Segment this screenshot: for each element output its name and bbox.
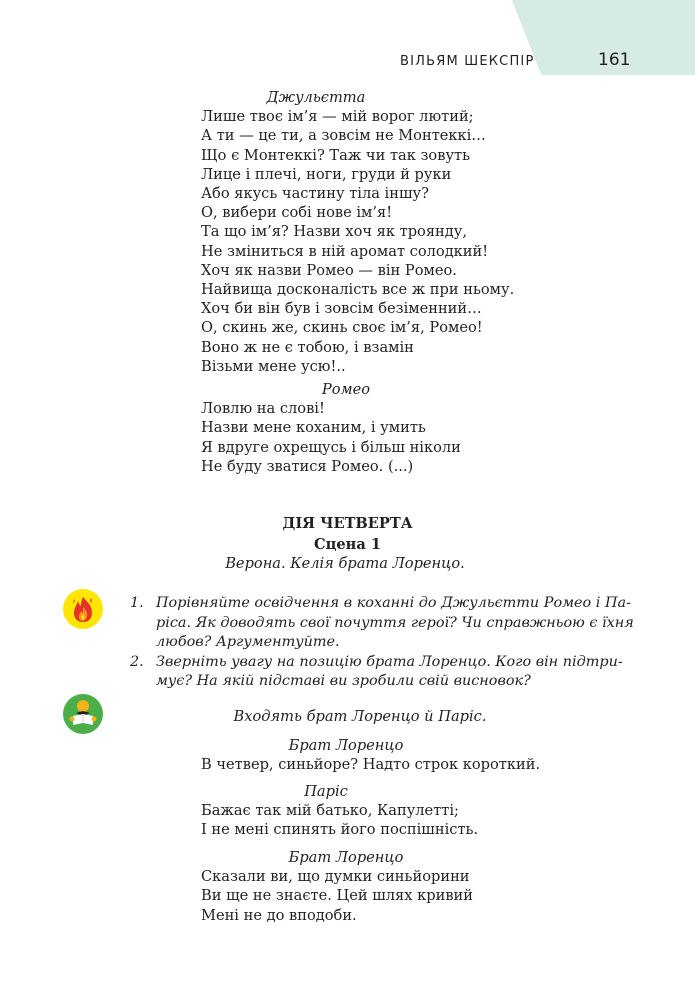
speech: [201, 736, 540, 774]
verse-line: Ловлю на слові!: [201, 400, 325, 418]
verse-line: О, вибери собі нове ім’я!: [201, 204, 393, 222]
verse-line: Ви ще не знаєте. Цей шлях кривий: [201, 887, 473, 905]
question-number: 1.: [130, 595, 144, 611]
verse-line: Лице і плечі, ноги, груди й руки: [201, 165, 452, 183]
speaker-name: Ромео: [321, 381, 371, 398]
verse-line: І не мені спинять його поспішність.: [201, 821, 479, 839]
verse-line: Сказали ви, що думки синьйорини: [201, 868, 470, 886]
speaker-name: Брат Лоренцо: [288, 849, 404, 866]
romeo-speech: [201, 380, 491, 476]
question-line: любов? Аргументуйте.: [156, 634, 340, 650]
stage-direction: Входять брат Лоренцо й Паріс.: [233, 708, 487, 725]
speaker-name: Джульєтта: [266, 89, 366, 106]
question-item: [130, 594, 650, 653]
verse-line: Хоч би він був і зовсім безіменний…: [201, 300, 482, 318]
scene-place: Верона. Келія брата Лоренцо.: [225, 555, 465, 572]
verse-line: А ти — це ти, а зовсім не Монтеккі…: [201, 127, 486, 145]
verse-line: Мені не до вподоби.: [201, 906, 357, 924]
speech: [201, 848, 491, 925]
scene-title: Сцена 1: [313, 536, 382, 553]
verse-line: Воно ж не є тобою, і взамін: [201, 338, 414, 356]
verse-line: Що є Монтеккі? Таж чи так зовуть: [201, 146, 471, 164]
verse-line: Або якусь частину тіла іншу?: [201, 185, 429, 203]
question-line: Порівняйте освідчення в коханні до Джульєтти Ромео і Па-: [156, 595, 631, 611]
verse-line: Візьми мене усю!..: [201, 357, 346, 375]
verse-line: В четвер, синьйоре? Надто строк короткий.: [201, 756, 541, 774]
question-line: Зверніть увагу на позицію брата Лоренцо. Кого він підтри-: [156, 653, 623, 670]
verse-line: Хоч як назви Ромео — він Ромео.: [201, 261, 457, 279]
verse-line: Найвища досконалість все ж при ньому.: [201, 281, 515, 299]
verse-line: Не буду зватися Ромео. (...): [201, 457, 414, 475]
speaker-name: Брат Лоренцо: [288, 737, 404, 754]
question-line: мує? На якій підставі ви зробили свій висновок?: [156, 673, 531, 689]
page-number: 161: [598, 50, 631, 70]
verse-line: Лише твоє ім’я — мій ворог лютий;: [201, 108, 474, 126]
verse-line: Бажає так мій батько, Капулетті;: [201, 802, 459, 820]
verse-line: Назви мене коханим, і умить: [201, 419, 426, 437]
question-item: [130, 653, 650, 692]
juliet-speech: [201, 88, 514, 376]
question-number: 2.: [130, 653, 144, 670]
question-list: [130, 594, 650, 692]
verse-line: Та що ім’я? Назви хоч як троянду,: [201, 223, 467, 241]
verse-line: Не зміниться в ній аромат солодкий!: [201, 242, 489, 260]
fire-icon: [63, 589, 103, 629]
speech: [201, 782, 478, 840]
speaker-name: Паріс: [304, 783, 348, 800]
running-head: ВІЛЬЯМ ШЕКСПІР: [400, 54, 535, 69]
question-line: ріса. Як доводять свої почуття герої? Чи справжньою є їхня: [156, 614, 634, 631]
verse-line: О, скинь же, скинь своє ім’я, Ромео!: [201, 319, 483, 337]
verse-line: Я вдруге охрещусь і більш ніколи: [201, 438, 461, 456]
act-title: ДІЯ ЧЕТВЕРТА: [282, 515, 413, 532]
